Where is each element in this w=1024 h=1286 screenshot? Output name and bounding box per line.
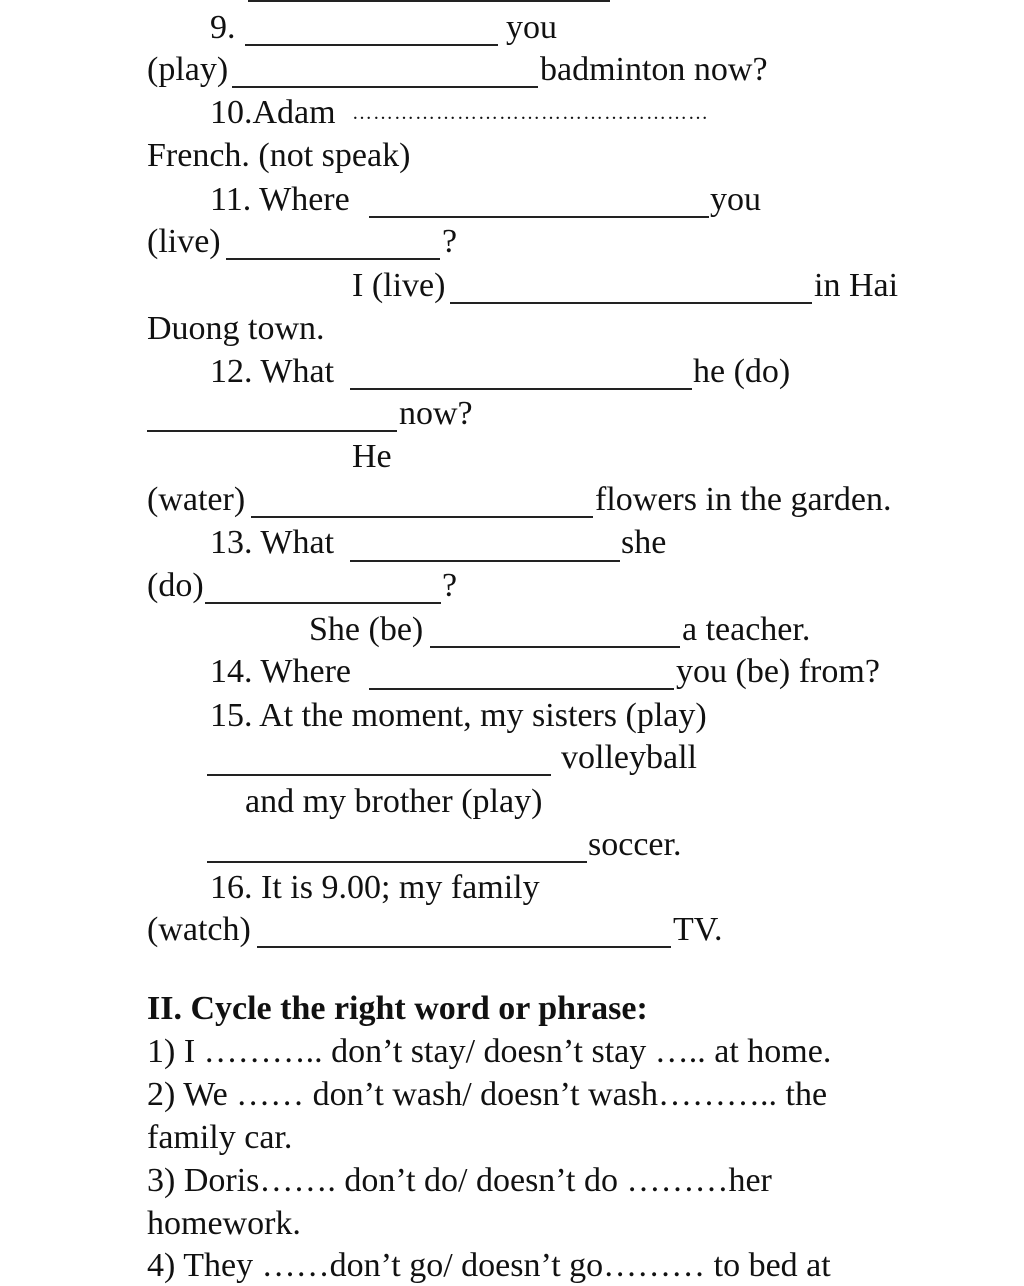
answer-blank xyxy=(205,602,441,604)
answer-blank xyxy=(430,646,680,648)
section-heading: II. Cycle the right word or phrase: xyxy=(147,990,648,1027)
answer-blank xyxy=(450,302,812,304)
q11-tail: Duong town. xyxy=(147,310,325,347)
q9-number: 9. xyxy=(210,9,236,46)
answer-blank xyxy=(232,86,538,88)
q15-and: and my brother (play) xyxy=(245,783,543,820)
q11-in-hai: in Hai xyxy=(814,267,899,304)
q16-start: 16. It is 9.00; my family xyxy=(210,869,540,906)
q13-answer-verb: She (be) xyxy=(309,611,424,648)
q12-verb: (water) xyxy=(147,481,246,518)
answer-blank xyxy=(350,388,692,390)
q16-verb: (watch) xyxy=(147,911,251,948)
q10-start: 10.Adam xyxy=(210,94,336,131)
q13-mark: ? xyxy=(442,567,458,604)
answer-blank xyxy=(369,688,674,690)
q12-now: now? xyxy=(399,395,473,432)
answer-blank xyxy=(226,258,440,260)
q12-start: 12. What xyxy=(210,353,335,390)
q15-volleyball: volleyball xyxy=(561,739,697,776)
answer-blank xyxy=(251,516,593,518)
q13-start: 13. What xyxy=(210,524,335,561)
q10-tail: French. (not speak) xyxy=(147,137,411,174)
q13-she: she xyxy=(621,524,667,561)
answer-blank xyxy=(147,430,397,432)
q9-verb: (play) xyxy=(147,51,229,88)
cycle-item: 4) They ……don’t go/ doesn’t go……… to bed at xyxy=(147,1247,831,1284)
answer-blank xyxy=(245,44,498,46)
q11-start: 11. Where xyxy=(210,181,350,218)
answer-blank xyxy=(207,774,551,776)
answer-blank xyxy=(257,946,671,948)
answer-blank xyxy=(350,560,620,562)
cycle-item: 1) I ……….. don’t stay/ doesn’t stay ….. at home. xyxy=(147,1033,832,1070)
cycle-item: homework. xyxy=(147,1205,301,1242)
q15-start: 15. At the moment, my sisters (play) xyxy=(210,697,707,734)
q16-tail: TV. xyxy=(673,911,723,948)
cycle-item: family car. xyxy=(147,1119,293,1156)
answer-blank xyxy=(248,0,610,2)
q9-you: you xyxy=(506,9,557,46)
q15-soccer: soccer. xyxy=(588,826,682,863)
q10-dots: …………………………………………… xyxy=(352,102,709,124)
q12-he: He xyxy=(352,438,392,475)
q12-he-do: he (do) xyxy=(693,353,791,390)
q12-tail: flowers in the garden. xyxy=(595,481,892,518)
q11-you: you xyxy=(710,181,761,218)
q11-mark: ? xyxy=(442,223,458,260)
answer-blank xyxy=(207,861,587,863)
q13-tail: a teacher. xyxy=(682,611,811,648)
cycle-item: 2) We …… don’t wash/ doesn’t wash……….. the xyxy=(147,1076,828,1113)
q11-verb: (live) xyxy=(147,223,221,260)
q11-answer-verb: I (live) xyxy=(352,267,446,304)
q9-tail: badminton now? xyxy=(540,51,768,88)
q14-start: 14. Where xyxy=(210,653,351,690)
q13-verb: (do) xyxy=(147,567,204,604)
answer-blank xyxy=(369,216,709,218)
q14-tail: you (be) from? xyxy=(676,653,880,690)
cycle-item: 3) Doris……. don’t do/ doesn’t do ………her xyxy=(147,1162,772,1199)
